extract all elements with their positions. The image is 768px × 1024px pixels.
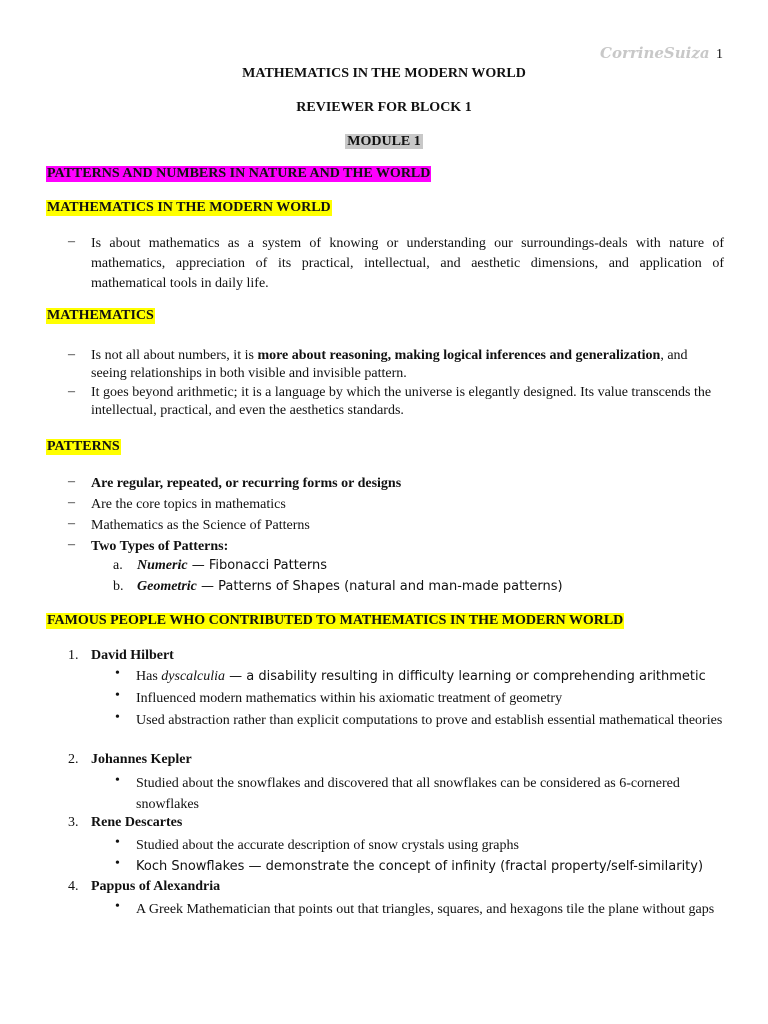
dash-marker: –	[68, 347, 75, 362]
bullet-item	[113, 666, 725, 687]
heading-mmw: MATHEMATICS IN THE MODERN WORLD	[47, 200, 331, 215]
bullet-text: Studied about the snowflakes and discovered that all snowflakes can be considered as 6-cornered snowflakes	[136, 776, 680, 812]
pattern-type-desc: Fibonacci Patterns	[208, 558, 327, 573]
number-marker: 2.	[68, 752, 79, 767]
list-item-text: Are regular, repeated, or recurring forms or designs	[91, 476, 402, 491]
separator: —	[196, 579, 219, 594]
bullet-item	[113, 899, 725, 920]
list-item-text: Are the core topics in mathematics	[91, 497, 286, 512]
bullet-text: A Greek Mathematician that points out that triangles, squares, and hexagons tile the plane without gaps	[136, 902, 715, 917]
list-item	[68, 347, 724, 383]
list-item	[68, 474, 724, 494]
person-item	[68, 815, 182, 831]
bullet-marker: •	[115, 899, 120, 914]
number-marker: 1.	[68, 648, 79, 663]
person-name: Pappus of Alexandria	[91, 879, 221, 894]
person-item	[68, 648, 174, 664]
bullet-text: Used abstraction rather than explicit computations to prove and establish essential mathematical theories	[136, 713, 723, 728]
list-item-text	[91, 347, 724, 383]
bullet-marker: •	[115, 773, 120, 788]
text-run: — a disability resulting in difficulty learning or comprehending arithmetic	[225, 669, 706, 684]
dash-marker: –	[68, 384, 75, 399]
person-item	[68, 752, 192, 768]
pattern-type-item	[113, 579, 563, 595]
dash-marker: –	[68, 474, 75, 489]
heading-patterns-numbers: PATTERNS AND NUMBERS IN NATURE AND THE WORLD	[47, 166, 431, 181]
bullet-item	[113, 710, 725, 731]
heading-patterns: PATTERNS	[47, 439, 120, 454]
dash-marker: –	[68, 234, 75, 249]
list-item-text: Is about mathematics as a system of knowing or understanding our surroundings-deals with nature of mathematics, appreciation of its practical, intellectual, and aesthetic dimensions, and application of mathematical tools in daily life.	[91, 236, 724, 291]
dash-marker: –	[68, 537, 75, 552]
bullet-marker: •	[115, 835, 120, 850]
bullet-item	[113, 856, 725, 877]
bullet-marker: •	[115, 666, 120, 681]
text-run: Has	[136, 669, 162, 684]
pattern-type-name: Geometric	[137, 579, 197, 594]
list-item-text: Two Types of Patterns:	[91, 539, 229, 554]
heading-famous-people: FAMOUS PEOPLE WHO CONTRIBUTED TO MATHEMATICS IN THE MODERN WORLD	[47, 613, 624, 628]
pattern-type-name: Numeric	[137, 558, 188, 573]
list-item-text: It goes beyond arithmetic; it is a language by which the universe is elegantly designed. Its value transcends the intellectual, practical, and even the aesthetics standards.	[91, 385, 712, 418]
person-name: Rene Descartes	[91, 815, 183, 830]
list-item	[68, 516, 724, 536]
list-item-text: Mathematics as the Science of Patterns	[91, 518, 310, 533]
text-run: Is not all about numbers, it is	[91, 348, 258, 363]
heading-mathematics: MATHEMATICS	[47, 308, 154, 323]
dash-marker: –	[68, 495, 75, 510]
header-signature: CorrineSuiza	[600, 44, 710, 62]
number-marker: 4.	[68, 879, 79, 894]
person-name: David Hilbert	[91, 648, 174, 663]
bullet-text: Koch Snowflakes — demonstrate the concept of infinity (fractal property/self-similarity)	[136, 859, 704, 874]
pattern-type-item	[113, 558, 327, 574]
module-title: MODULE 1	[347, 134, 421, 149]
bullet-text: Influenced modern mathematics within his axiomatic treatment of geometry	[136, 691, 563, 706]
list-item	[68, 384, 724, 420]
list-item	[68, 234, 724, 294]
bullet-item	[113, 773, 725, 815]
number-marker: 3.	[68, 815, 79, 830]
bullet-item	[113, 835, 725, 856]
main-title: MATHEMATICS IN THE MODERN WORLD	[242, 66, 526, 81]
module-title-wrap	[0, 134, 768, 150]
bullet-marker: •	[115, 688, 120, 703]
person-name: Johannes Kepler	[91, 752, 192, 767]
page-number: 1	[716, 47, 723, 62]
bullet-text: Studied about the accurate description of snow crystals using graphs	[136, 838, 519, 853]
separator: —	[187, 558, 209, 573]
bullet-marker: •	[115, 710, 120, 725]
reviewer-title: REVIEWER FOR BLOCK 1	[296, 100, 472, 115]
pattern-type-desc: Patterns of Shapes (natural and man-made patterns)	[218, 579, 563, 594]
bold-run: more about reasoning, making logical inferences and generalization	[257, 348, 661, 363]
bullet-marker: •	[115, 856, 120, 871]
sub-marker: b.	[113, 579, 124, 594]
bullet-item	[113, 688, 725, 709]
italic-run: dyscalculia	[161, 669, 226, 684]
sub-marker: a.	[113, 558, 123, 573]
text-run: , and seeing relationships in both visible and invisible pattern.	[91, 348, 688, 381]
list-item	[68, 537, 724, 557]
person-item	[68, 879, 220, 895]
list-item	[68, 495, 724, 515]
dash-marker: –	[68, 516, 75, 531]
